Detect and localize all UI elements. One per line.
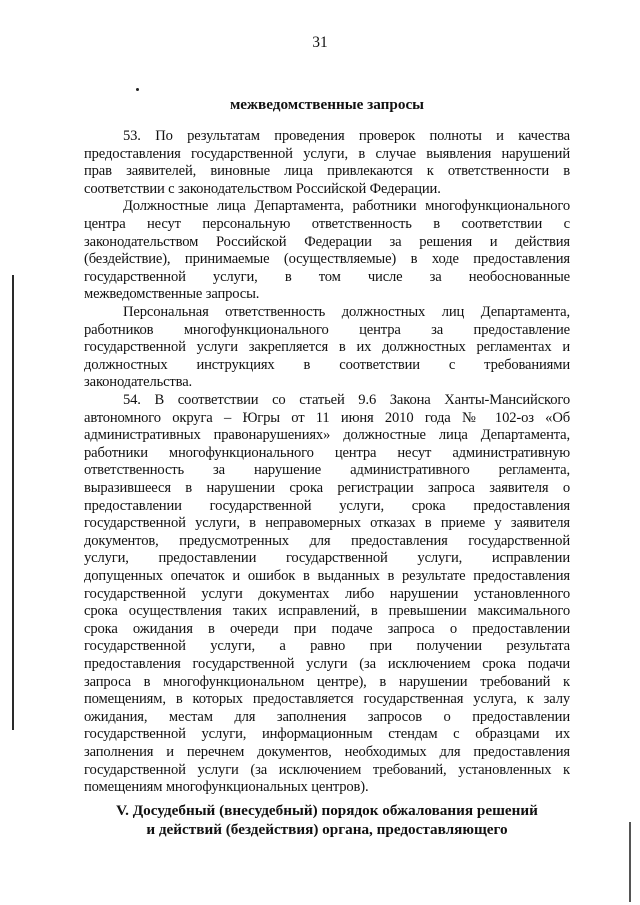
text-line: документов, предусмотренных для предоставления государственной xyxy=(84,532,570,549)
text-line: предоставления государственной услуги (за исключением срока подачи xyxy=(84,656,570,672)
text-line: ожидания, местам для заполнения запросов о предоставлении xyxy=(84,708,570,725)
text-line: соответствии с законодательством Российской Федерации. xyxy=(84,180,441,197)
text-line: (бездействие), принимаемые (осуществляемые) в ходе предоставления xyxy=(84,251,570,268)
text-line: работники многофункционального центра несут административную xyxy=(84,444,570,461)
top-heading: межведомственные запросы xyxy=(229,96,425,113)
scan-speck xyxy=(136,88,139,91)
text-line: срока осуществления таких исправлений, в превышении максимального xyxy=(84,603,570,620)
text-line: государственной услуги документах либо нарушении установленного xyxy=(84,585,570,602)
text-line: государственной услуги, информационным стендам с образцами их xyxy=(84,726,570,743)
scan-right-edge xyxy=(629,822,631,902)
text-line: государственной услуги, в неправомерных отказах в приеме у заявителя xyxy=(84,515,570,532)
text-line: помещениям, в которых предоставляется государственная услуга, к залу xyxy=(84,691,570,708)
text-line: услуги, предоставлении государственной услуги, исправлении xyxy=(84,550,570,567)
text-line: выразившееся в нарушении срока регистрации запроса заявителя о xyxy=(84,480,570,496)
text-line: работников многофункционального центра за предоставление xyxy=(84,321,570,338)
text-line: Персональная ответственность должностных лиц Департамента, xyxy=(123,304,570,320)
text-line: ответственность за нарушение административного регламента, xyxy=(84,462,570,479)
text-line: государственной услуги, а равно при получении результата xyxy=(84,638,570,655)
text-line: предоставления государственной услуги, в случае выявления нарушений xyxy=(84,145,570,162)
text-line: автономного округа – Югры от 11 июня 2010 года № 102-оз «Об xyxy=(84,409,570,426)
text-line: Должностные лица Департамента, работники многофункционального xyxy=(123,198,570,215)
text-line: центра несут персональную ответственность в соответствии с xyxy=(84,216,570,232)
text-line: государственной услуги, в том числе за необоснованные xyxy=(84,268,570,285)
text-line: 54. В соответствии со статьей 9.6 Закона Ханты-Мансийского xyxy=(123,392,570,408)
text-line: прав заявителей, виновные лица привлекаются к ответственности в xyxy=(84,163,570,180)
text-line: срока ожидания в очереди при подаче запроса о предоставлении xyxy=(84,620,570,637)
text-line: государственной услуги (за исключением требований, установленных к xyxy=(84,761,570,778)
scan-left-edge xyxy=(12,275,14,730)
text-line: законодательства. xyxy=(84,374,193,391)
text-line: административных правонарушениях» должностные лица Департамента, xyxy=(84,427,570,444)
text-line: 53. По результатам проведения проверок полноты и качества xyxy=(123,128,570,144)
text-line: предоставлении государственной услуги, срока предоставления xyxy=(84,497,570,514)
text-line: межведомственные запросы. xyxy=(84,286,260,303)
section-heading-line2: и действий (бездействия) органа, предоставляющего xyxy=(146,821,508,838)
section-heading-line1: V. Досудебный (внесудебный) порядок обжалования решений xyxy=(116,802,538,819)
text-line: помещениям многофункциональных центров). xyxy=(84,779,369,796)
text-line: государственной услуги закрепляется в их должностных регламентах и xyxy=(84,339,570,356)
text-line: запроса в многофункциональном центре), в нарушении требований к xyxy=(84,673,570,690)
text-line: допущенных опечаток и ошибок в выданных в результате предоставления xyxy=(84,568,570,584)
text-line: законодательством Российской Федерации за решения и действия xyxy=(84,233,570,250)
text-line: заполнения и перечнем документов, необходимых для предоставления xyxy=(84,744,570,760)
page-number: 31 xyxy=(312,34,328,51)
text-line: должностных инструкциях в соответствии с требованиями xyxy=(84,356,570,373)
